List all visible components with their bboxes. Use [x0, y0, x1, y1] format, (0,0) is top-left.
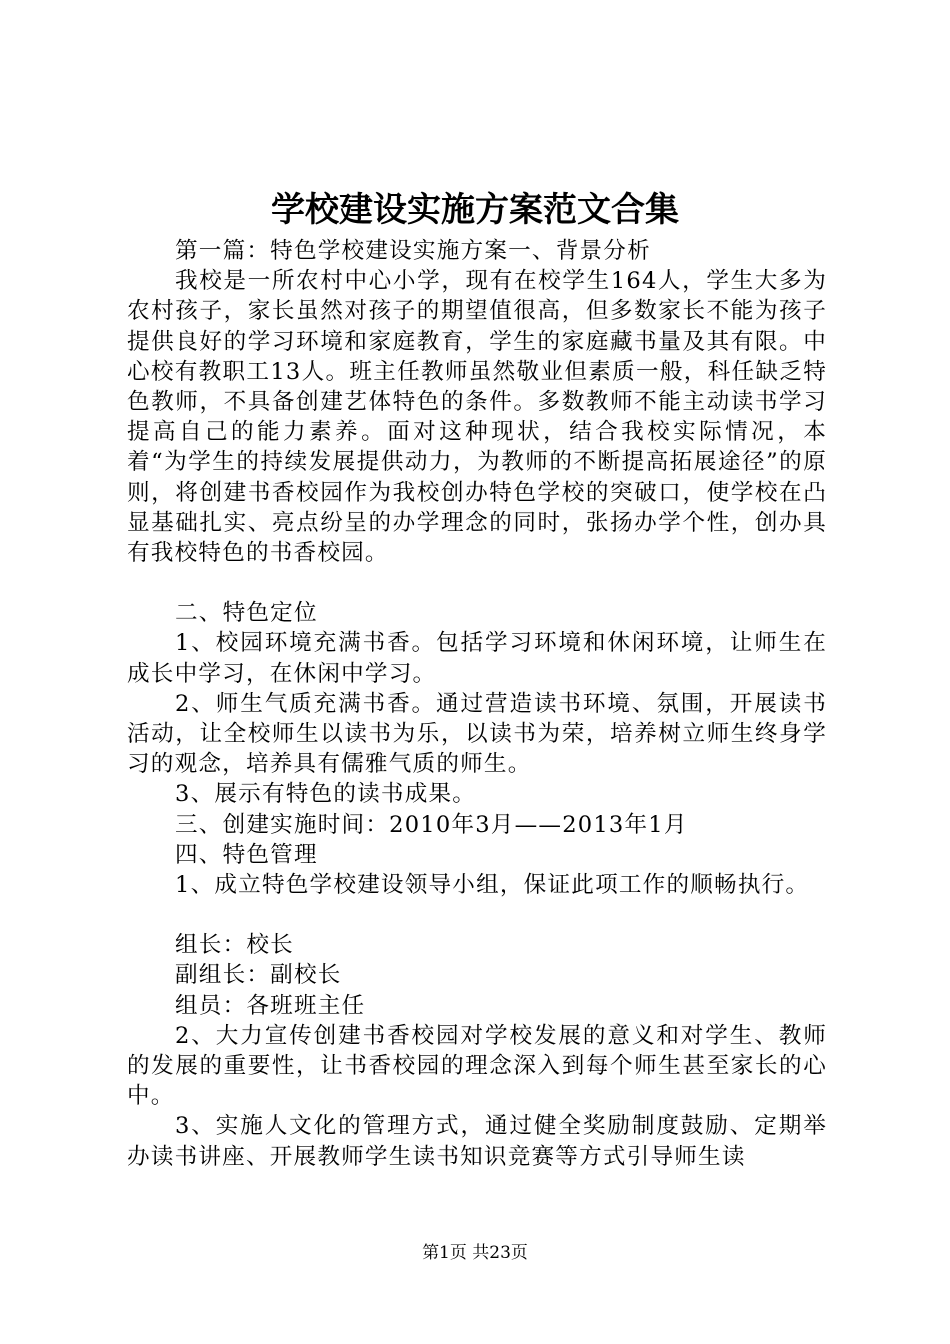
background-paragraph: 我校是一所农村中心小学，现有在校学生164人，学生大多为农村孩子，家长虽然对孩子的期望值很高，但多数家长不能为孩子提供良好的学习环境和家庭教育，学生的家庭藏书量及其有限。中心校有教职工13人。班主任教师虽然敬业但素质一般，科任缺乏特色教师，不具备创建艺体特色的条件。多数教师不能主动读书学习提高自己的能力素养。面对这种现状，结合我校实际情况，本着“为学生的持续发展提供动力，为教师的不断提高拓展途径”的原则，将创建书香校园作为我校创办特色学校的突破口，使学校在凸显基础扎实、亮点纷呈的办学理念的同时，张扬办学个性，创办具有我校特色的书香校园。 [127, 268, 827, 567]
section-heading-part-one: 第一篇：特色学校建设实施方案一、背景分析 [175, 238, 651, 264]
section-heading-management: 四、特色管理 [175, 841, 318, 868]
section-heading-implementation-time: 三、创建实施时间：2010年3月——2013年1月 [175, 811, 688, 838]
group-leader-line: 组长：校长 [175, 932, 294, 959]
list-item-publicity: 2、大力宣传创建书香校园对学校发展的意义和对学生、教师的发展的重要性，让书香校园的理念深入到每个师生甚至家长的心中。 [127, 1022, 827, 1110]
list-item-teacher-student-temperament: 2、师生气质充满书香。通过营造读书环境、氛围，开展读书活动，让全校师生以读书为乐，以读书为荣，培养树立师生终身学习的观念，培养具有儒雅气质的师生。 [127, 690, 827, 778]
document-body [127, 236, 827, 1172]
list-item-campus-environment: 1、校园环境充满书香。包括学习环境和休闲环境，让师生在成长中学习，在休闲中学习。 [127, 630, 827, 687]
list-item-leadership-group: 1、成立特色学校建设领导小组，保证此项工作的顺畅执行。 [175, 872, 810, 899]
section-heading-positioning: 二、特色定位 [175, 600, 318, 627]
list-item-humanistic-management: 3、实施人文化的管理方式，通过健全奖励制度鼓励、定期举办读书讲座、开展教师学生读书知识竞赛等方式引导师生读 [127, 1113, 827, 1170]
document-title: 学校建设实施方案范文合集 [271, 190, 679, 230]
list-item-reading-results: 3、展示有特色的读书成果。 [175, 781, 477, 808]
deputy-leader-line: 副组长：副校长 [175, 962, 342, 989]
group-members-line: 组员：各班班主任 [175, 992, 366, 1019]
page-number-footer: 第1页 共23页 [422, 1243, 528, 1263]
